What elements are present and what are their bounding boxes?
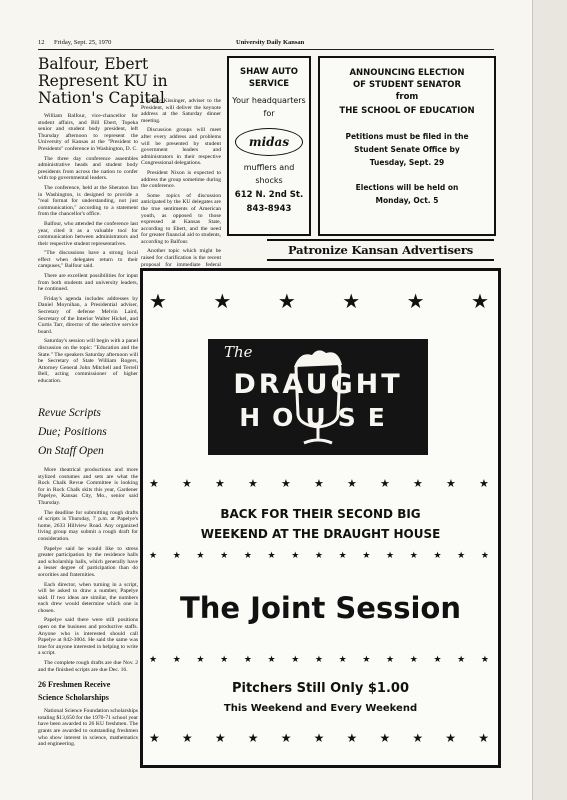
ad-line-4: This Weekend and Every Weekend — [223, 703, 418, 714]
star-icon: ★ — [413, 477, 423, 490]
logo-draught: DRAUGHT — [233, 369, 403, 400]
star-icon: ★ — [214, 731, 226, 745]
star-icon: ★ — [314, 551, 323, 561]
star-icon: ★ — [409, 551, 418, 561]
star-icon: ★ — [347, 477, 357, 490]
star-icon: ★ — [346, 731, 358, 745]
article1-paragraph: President Nixon is expected to address the group sometime during the conference. — [141, 169, 221, 190]
star-icon: ★ — [280, 731, 292, 745]
star-icon: ★ — [362, 655, 371, 665]
article2-paragraph: The complete rough drafts are due Nov. 2 and the finished scripts are due Dec. 16. — [38, 660, 138, 673]
article1-paragraph: Another topic which might be raised for clarification is the recent proposal for immediate federal — [141, 248, 221, 268]
article1-paragraph: The conference, held at the Sheraton Inn in Washington, is designed to provide a "real format for understanding, not just communication," according to a statement from the chancellor's office. — [38, 184, 138, 218]
column-left — [38, 55, 168, 388]
star-icon: ★ — [480, 551, 489, 561]
article2-headline: Revue Scripts Due; Positions On Staff Open — [38, 407, 107, 457]
star-icon: ★ — [342, 289, 361, 313]
article3-body — [38, 708, 138, 748]
star-icon: ★ — [314, 477, 324, 490]
logo-the: The — [224, 343, 253, 361]
star-icon: ★ — [338, 655, 347, 665]
article1-body-continued — [141, 98, 221, 281]
star-icon: ★ — [457, 655, 466, 665]
star-icon: ★ — [149, 655, 158, 665]
article1-paragraph: Some topics of discussion anticipated by the KU delegates are the true sentiments of American youth, as opposed to those expressed at Kansas State, according to Ebert, and the need for greater financial aid to students, according to Balfour. — [141, 192, 221, 245]
star-icon: ★ — [457, 551, 466, 561]
article1-paragraph: Discussion groups will meet after every address and problems will be presented by student government leaders and administrators in their respective Congressional delegations. — [141, 127, 221, 167]
star-icon: ★ — [291, 551, 300, 561]
logo-house: HOUSE — [239, 403, 397, 432]
article1-headline: Balfour, Ebert Represent KU in Nation's Capital — [38, 55, 168, 107]
star-icon: ★ — [267, 655, 276, 665]
draught-house-logo — [208, 339, 428, 455]
page-number: 12 — [38, 39, 45, 46]
star-icon: ★ — [479, 477, 489, 490]
band-name: The Joint Session — [179, 591, 462, 625]
star-icon: ★ — [172, 551, 181, 561]
article1-paragraph: Balfour, who attended the conference last year, cited it as a valuable tool for communication between administrators and their respective student representatives. — [38, 220, 138, 247]
star-icon: ★ — [196, 551, 205, 561]
article1-paragraph: Saturday's session will begin with a panel discussion on the topic: "Education and the State." The speakers Saturday afternoon will be Secretary of State William Rogers, Attorney General John Mitchell and Terrell Bell, acting commissioner of higher education. — [38, 338, 138, 384]
article1-paragraph: "The discussions have a strong local effect when delegates return to their campuses," Balfour said. — [38, 250, 138, 270]
shaw-auto-ad: SHAW AUTO SERVICE Your headquarters for midas mufflers and shocks 612 N. 2nd St. 843-8943 — [227, 56, 311, 236]
star-icon: ★ — [182, 477, 192, 490]
star-icon: ★ — [478, 731, 489, 745]
star-icon: ★ — [314, 655, 323, 665]
star-row-3 — [149, 551, 489, 561]
article1-body — [38, 113, 138, 385]
article2-body — [38, 467, 138, 673]
star-icon: ★ — [220, 655, 229, 665]
star-icon: ★ — [277, 289, 296, 313]
article2-paragraph: Papelye said he would like to stress greater participation by the residence halls and scholarship halls, which generally have a lesser degree of participation than do sororities and fraternities. — [38, 545, 138, 578]
article2 — [38, 398, 138, 751]
star-icon: ★ — [215, 477, 225, 490]
star-icon: ★ — [149, 731, 160, 745]
star-icon: ★ — [220, 551, 229, 561]
star-icon: ★ — [446, 477, 456, 490]
star-icon: ★ — [338, 551, 347, 561]
star-icon: ★ — [406, 289, 425, 313]
ad-line-3: Pitchers Still Only $1.00 — [231, 681, 409, 696]
star-icon: ★ — [281, 477, 291, 490]
page-edge — [532, 0, 567, 800]
star-icon: ★ — [471, 289, 489, 313]
star-icon: ★ — [433, 655, 442, 665]
article1-paragraph: Henry Kissinger, adviser to the President, will deliver the keynote address at the Saturday dinner meeting. — [141, 98, 221, 124]
star-icon: ★ — [172, 655, 181, 665]
star-icon: ★ — [247, 731, 259, 745]
star-icon: ★ — [248, 477, 258, 490]
draught-house-ad — [140, 268, 501, 768]
article3-headline: 26 Freshmen Receive Science Scholarships — [38, 680, 111, 703]
issue-date: Friday, Sept. 25, 1970 — [54, 39, 112, 46]
election-ad: ANNOUNCING ELECTION OF STUDENT SENATOR from THE SCHOOL OF EDUCATION Petitions must be filed in the Student Senate Office by Tuesday, Sept. 29 Elections will be held on Monday, Oct. 5 — [318, 56, 496, 236]
star-icon: ★ — [433, 551, 442, 561]
patronize-banner: Patronize Kansan Advertisers — [267, 239, 494, 261]
star-icon: ★ — [196, 655, 205, 665]
star-row-top — [149, 289, 489, 313]
star-icon: ★ — [379, 731, 391, 745]
star-icon: ★ — [313, 731, 325, 745]
article2-paragraph: More theatrical productions and more stylized costumes and sets are what the Rock Chalk Revue Committee is looking for in Rock Chalk skits this year, Gardener Papelye, Kansas City, Mo., senior said Thursday. — [38, 467, 138, 506]
paper-name: University Daily Kansan — [236, 39, 305, 46]
midas-logo: midas — [235, 128, 303, 156]
article1-paragraph: William Balfour, vice-chancellor for student affairs, and Bill Ebert, Topeka senior and student body president, left Thursday afternoon to represent the University of Kansas at the "President to Presidents" conference in Washington, D. C. — [38, 113, 138, 152]
star-icon: ★ — [213, 289, 232, 313]
star-icon: ★ — [149, 477, 159, 490]
star-row-bottom — [149, 731, 489, 745]
column-middle — [141, 98, 221, 284]
star-icon: ★ — [386, 551, 395, 561]
star-icon: ★ — [267, 551, 276, 561]
star-icon: ★ — [409, 655, 418, 665]
star-icon: ★ — [480, 655, 489, 665]
star-row-2 — [149, 477, 489, 490]
ad-line-1: BACK FOR THEIR SECOND BIG — [220, 507, 421, 521]
star-icon: ★ — [243, 655, 252, 665]
article2-paragraph: Each director, when turning in a script, will be asked to draw a number, Papelye said. If two ideas are similar, the numbers each drew would determine which one is chosen. — [38, 581, 138, 614]
star-icon: ★ — [149, 289, 167, 313]
article2-paragraph: The deadline for submitting rough drafts of scripts is Thursday, 7 p.m. at Papelye's home, 2633 Hillview Road. Any organized living group may submit a rough draft for consideration. — [38, 509, 138, 542]
star-icon: ★ — [362, 551, 371, 561]
star-row-4 — [149, 655, 489, 665]
article3-paragraph: National Science Foundation scholarships totaling $13,650 for the 1970-71 school year have been awarded to 26 KU freshmen. The grants are awarded to outstanding freshmen who show interest in science, mathematics and engineering. — [38, 708, 138, 748]
star-icon: ★ — [380, 477, 390, 490]
article1-paragraph: The three day conference assembles administrative heads and student body presidents from across the nation to confer with top governmental leaders. — [38, 155, 138, 182]
article2-paragraph: Papelye said there were still positions open on the business and productive staffs. Anyone who is interested should call Papelye at 842-3004. He said the same was true for anyone interested in helping to write a script. — [38, 617, 138, 657]
header-rule — [38, 49, 494, 50]
star-icon: ★ — [445, 731, 457, 745]
star-icon: ★ — [412, 731, 424, 745]
ad-line-2: WEEKEND AT THE DRAUGHT HOUSE — [200, 527, 441, 541]
article1-paragraph: Friday's agenda includes addresses by Daniel Moynihan, a Presidential adviser, Secretary of defense Melvin Laird, Secretary of the Interior Walter Hickel, and Curtis Tarr, director of the selective service board. — [38, 295, 138, 335]
star-icon: ★ — [149, 551, 158, 561]
star-icon: ★ — [386, 655, 395, 665]
star-icon: ★ — [243, 551, 252, 561]
article1-paragraph: There are excellent possibilities for input from both students and university leaders, he continued. — [38, 273, 138, 293]
star-icon: ★ — [181, 731, 193, 745]
star-icon: ★ — [291, 655, 300, 665]
